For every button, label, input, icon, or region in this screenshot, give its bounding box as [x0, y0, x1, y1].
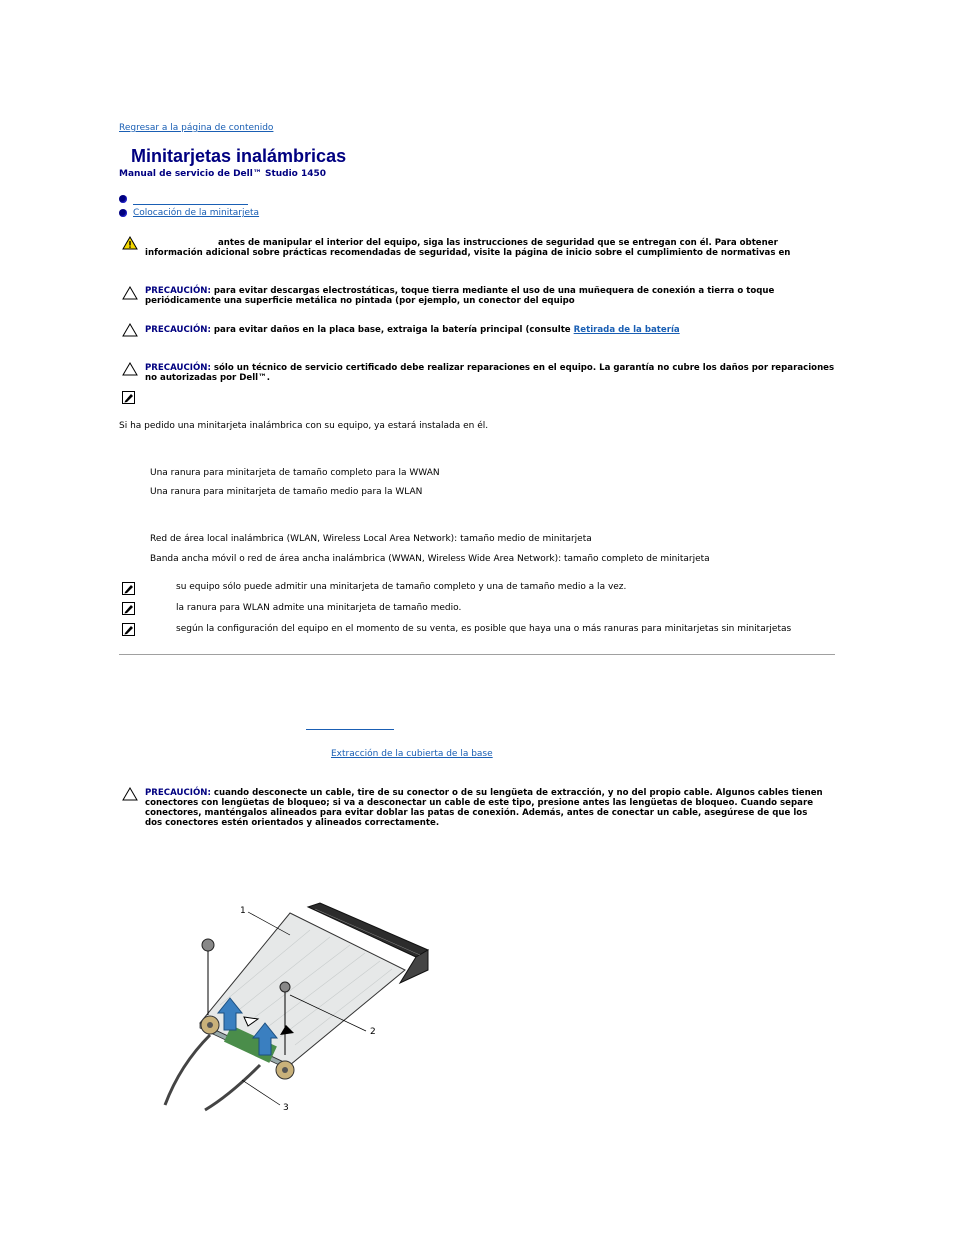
minicard-illustration — [160, 895, 450, 1120]
caution-text: para evitar daños en la placa base, extraiga la batería principal (consulte — [213, 325, 571, 335]
caution-text: cuando desconecte un cable, tire de su conector o de su lengüeta de extracción, y no del propio cable. Algunos cables tienen conectores con lengüetas de bloqueo; si va a desconectar un cable de este tipo, presione antes las lengüetas de bloqueo. Cuando separe conectores, manténgalos alineados para evitar doblar las patas de conexión. Además, antes de conectar un cable, asegúrese de que los dos conectores estén orientados y alineados correctamente. — [145, 788, 823, 828]
callout-label: 3 — [283, 1103, 289, 1113]
warning-text: antes de manipular el interior del equipo, siga las instrucciones de seguridad que se entregan con él. Para obtener información adicional sobre prácticas recomendadas de seguridad, visite la página de inicio sobre el cumplimiento de normativas en — [145, 238, 791, 258]
caution-text: sólo un técnico de servicio certificado debe realizar reparaciones en el equipo. La garantía no cubre los daños por reparaciones no autorizadas por Dell™. — [145, 363, 835, 383]
page-title: Minitarjetas inalámbricas — [131, 146, 347, 166]
caution-label: PRECAUCIÓN: — [145, 325, 211, 335]
note-text: su equipo sólo puede admitir una minitarjeta de tamaño completo y una de tamaño medio a la vez. — [176, 582, 627, 592]
note-icon — [122, 602, 135, 615]
caution-technician — [145, 363, 835, 383]
slot-item-wwan: Una ranura para minitarjeta de tamaño completo para la WWAN — [150, 468, 440, 478]
bullet-icon — [119, 195, 127, 203]
remove-base-cover-link[interactable]: Extracción de la cubierta de la base — [331, 749, 493, 759]
battery-removal-link[interactable]: Retirada de la batería — [573, 325, 680, 335]
toc-item-removing[interactable] — [133, 193, 248, 205]
note-icon — [122, 623, 135, 636]
caution-label: PRECAUCIÓN: — [145, 788, 211, 798]
caution-icon — [122, 286, 138, 300]
caution-cable — [145, 788, 825, 828]
step-link-blank[interactable] — [306, 719, 394, 730]
type-item-wwan: Banda ancha móvil o red de área ancha inalámbrica (WWAN, Wireless Wide Area Network): tamaño completo de minitarjeta — [150, 554, 710, 564]
type-item-wlan: Red de área local inalámbrica (WLAN, Wireless Local Area Network): tamaño medio de minitarjeta — [150, 534, 592, 544]
callout-label: 1 — [240, 906, 246, 916]
note-icon — [122, 391, 135, 404]
note-icon — [122, 582, 135, 595]
caution-label: PRECAUCIÓN: — [145, 286, 211, 296]
section-divider — [119, 654, 835, 655]
bullet-icon — [119, 209, 127, 217]
note-text: según la configuración del equipo en el momento de su venta, es posible que haya una o más ranuras para minitarjetas sin minitarjetas — [176, 624, 792, 634]
note-text: la ranura para WLAN admite una minitarjeta de tamaño medio. — [176, 603, 462, 613]
caution-icon — [122, 787, 138, 801]
caution-icon — [122, 362, 138, 376]
page-subtitle: Manual de servicio de Dell™ Studio 1450 — [119, 169, 327, 179]
caution-label: PRECAUCIÓN: — [145, 363, 211, 373]
caution-text: para evitar descargas electrostáticas, toque tierra mediante el uso de una muñequera de conexión a tierra o toque periódicamente una superficie metálica no pintada (por ejemplo, un conector del equipo — [145, 286, 775, 306]
back-to-contents-link[interactable]: Regresar a la página de contenido — [119, 123, 274, 133]
intro-text: Si ha pedido una minitarjeta inalámbrica con su equipo, ya estará instalada en él. — [119, 421, 489, 431]
slot-item-wlan: Una ranura para minitarjeta de tamaño medio para la WLAN — [150, 487, 423, 497]
callout-label: 2 — [370, 1027, 376, 1037]
warning-icon — [122, 236, 138, 250]
caution-icon — [122, 323, 138, 337]
toc-item-replacing[interactable]: Colocación de la minitarjeta — [133, 208, 260, 218]
caution-battery — [145, 325, 835, 335]
caution-esd — [145, 286, 835, 306]
